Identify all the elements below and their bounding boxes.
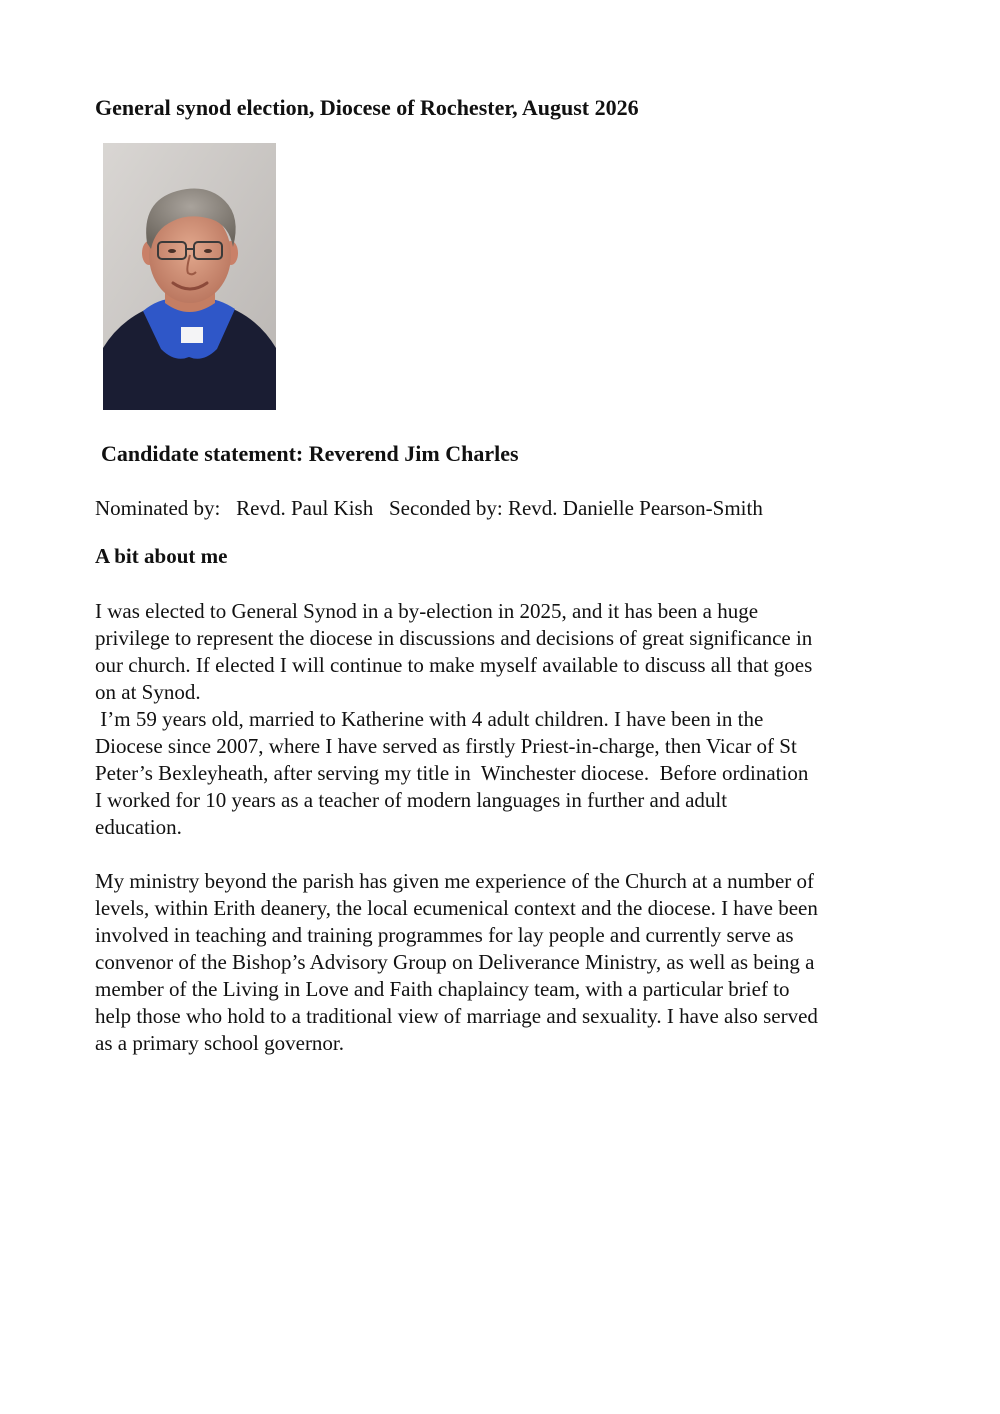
- text-line: education.: [95, 815, 182, 839]
- section-heading-about: A bit about me: [95, 544, 228, 568]
- text-line: My ministry beyond the parish has given me experience of the Church at a number of: [95, 869, 815, 893]
- text-line: I worked for 10 years as a teacher of modern languages in further and adult: [95, 788, 728, 812]
- text-line: involved in teaching and training programmes for lay people and currently serve as: [95, 923, 794, 947]
- text-line: convenor of the Bishop’s Advisory Group on Deliverance Ministry, as well as being a: [95, 950, 815, 974]
- text-line: privilege to represent the diocese in discussions and decisions of great significance in: [95, 626, 813, 650]
- paragraph-about-2: [95, 868, 925, 1057]
- candidate-statement-heading: Candidate statement: Reverend Jim Charles: [101, 441, 519, 466]
- nomination-line: Nominated by: Revd. Paul Kish Seconded by: Revd. Danielle Pearson-Smith: [95, 496, 763, 520]
- paragraph-about-1: [95, 598, 925, 841]
- text-line: I was elected to General Synod in a by-election in 2025, and it has been a huge: [95, 599, 759, 623]
- text-line: Peter’s Bexleyheath, after serving my title in Winchester diocese. Before ordination: [95, 761, 809, 785]
- text-line: our church. If elected I will continue to make myself available to discuss all that goes: [95, 653, 813, 677]
- text-line: levels, within Erith deanery, the local ecumenical context and the diocese. I have been: [95, 896, 818, 920]
- text-line: Diocese since 2007, where I have served as firstly Priest-in-charge, then Vicar of St: [95, 734, 797, 758]
- text-line: help those who hold to a traditional view of marriage and sexuality. I have also served: [95, 1004, 818, 1028]
- document-title: General synod election, Diocese of Rochester, August 2026: [95, 95, 639, 120]
- text-line: member of the Living in Love and Faith chaplaincy team, with a particular brief to: [95, 977, 790, 1001]
- text-line: I’m 59 years old, married to Katherine with 4 adult children. I have been in the: [95, 707, 764, 731]
- text-line: on at Synod.: [95, 680, 201, 704]
- candidate-photo: [103, 143, 276, 410]
- text-line: as a primary school governor.: [95, 1031, 345, 1055]
